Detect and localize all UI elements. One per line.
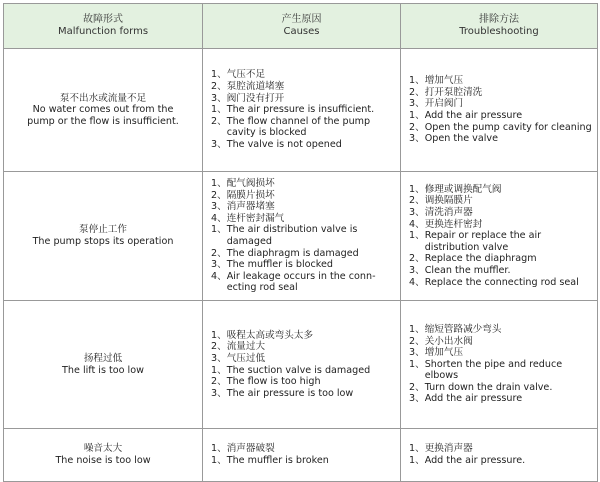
fix-item: 2、 Replace the diaphragm	[409, 253, 537, 265]
malfunction-en-cont: pump or the flow is insufficient.	[27, 115, 179, 127]
cause-item: 2、 The flow is too high	[211, 376, 321, 388]
malfunction-en: The pump stops its operation	[32, 236, 174, 247]
cause-item: 1、 吸程太高或弯头太多	[211, 329, 314, 341]
fix-item: 1、 Add the air pressure.	[409, 455, 526, 466]
troubleshooting-cell	[401, 429, 598, 482]
fix-item: 3、 清洗消声器	[409, 207, 473, 219]
cause-item: 1、 消声器破裂	[211, 443, 275, 455]
fix-item: 3、 Open the valve	[409, 133, 498, 145]
table-row	[4, 301, 598, 429]
causes-cell	[203, 49, 401, 172]
fix-item: 3、 Clean the muffler.	[409, 264, 511, 276]
fix-item: 1、 Add the air pressure	[409, 110, 523, 121]
cause-item: 3、 气压过低	[211, 352, 266, 364]
fix-item: 1、 更换消声器	[409, 443, 473, 455]
fix-item: 1、 增加气压	[409, 75, 464, 87]
fix-item: 1、 缩短管路减少弯头	[409, 323, 502, 335]
header-malfunction-forms	[4, 4, 203, 49]
malfunction-form-cell	[4, 49, 203, 172]
malfunction-form-cell	[4, 172, 203, 301]
cause-item: 2、 隔膜片损坏	[211, 189, 275, 201]
header-form-en: Malfunction forms	[57, 26, 149, 37]
header-cause-en: Causes	[283, 26, 320, 37]
causes-cell	[203, 172, 401, 301]
causes-cell	[203, 429, 401, 482]
cause-item: 2、 流量过大	[211, 341, 266, 353]
header-form-zh: 故障形式	[83, 14, 123, 25]
header-cause-zh: 产生原因	[281, 14, 322, 25]
cause-item: 3、 The air pressure is too low	[211, 387, 354, 399]
table-row	[4, 172, 598, 301]
fix-item: 3、 开启阀门	[409, 98, 464, 110]
malfunction-form-cell	[4, 429, 203, 482]
cause-item: 1、 气压不足	[211, 69, 266, 81]
troubleshooting-cell	[401, 301, 598, 429]
cause-item: 1、 配气阀损坏	[211, 178, 275, 190]
header-causes	[203, 4, 401, 49]
cause-item: 2、 The flow channel of the pump cavity is blocked	[211, 115, 371, 139]
cause-item: 1、 The muffler is broken	[211, 455, 329, 466]
fix-item: 3、 增加气压	[409, 347, 464, 359]
cause-item: 3、 The muffler is blocked	[211, 259, 334, 271]
malfunction-zh: 噪音太大	[83, 443, 123, 455]
header-fix-en: Troubleshooting	[459, 26, 539, 37]
cause-item: 3、 阀门没有打开	[211, 92, 285, 104]
cause-item: 3、 消声器堵塞	[211, 201, 275, 213]
malfunction-en: The lift is too low	[62, 364, 144, 376]
malfunction-zh: 泵停止工作	[79, 224, 127, 236]
malfunction-en: No water comes out from the	[32, 104, 174, 116]
fix-item: 2、 打开泵腔清洗	[409, 86, 483, 98]
fix-item: 1、 修理或调换配气阀	[409, 183, 502, 195]
malfunction-zh: 泵不出水或流量不足	[59, 92, 147, 104]
fix-item: 3、 Add the air pressure	[409, 393, 523, 405]
fix-item: 2、 Turn down the drain valve.	[409, 381, 553, 393]
cause-item: 2、 The diaphragm is damaged	[211, 247, 359, 259]
cause-item: 3、 The valve is not opened	[211, 138, 342, 150]
causes-cell	[203, 301, 401, 429]
table-row	[4, 429, 598, 482]
fix-item: 4、 更换连杆密封	[409, 218, 483, 230]
fix-item: 2、 调换隔膜片	[409, 195, 473, 207]
malfunction-form-cell	[4, 301, 203, 429]
troubleshooting-cell	[401, 49, 598, 172]
table-row	[4, 49, 598, 172]
table-header-row	[4, 4, 598, 49]
malfunction-table	[3, 3, 598, 482]
cause-item: 4、 Air leakage occurs in the conn- ecting rod seal	[211, 270, 376, 294]
header-fix-zh: 排除方法	[479, 14, 519, 25]
cause-item: 1、 The suction valve is damaged	[211, 364, 371, 376]
fix-item: 4、 Replace the connecting rod seal	[409, 276, 579, 288]
cause-item: 2、 泵腔流道堵塞	[211, 81, 285, 93]
malfunction-zh: 扬程过低	[83, 352, 123, 364]
fix-item: 2、 关小出水阀	[409, 335, 473, 347]
troubleshooting-cell	[401, 172, 598, 301]
header-troubleshooting	[401, 4, 598, 49]
fix-item: 2、 Open the pump cavity for cleaning	[409, 121, 592, 133]
cause-item: 1、 The air pressure is insufficient.	[211, 104, 375, 116]
malfunction-en: The noise is too low	[55, 455, 151, 466]
cause-item: 1、 The air distribution valve is damaged	[211, 224, 358, 247]
malfunction-table-container	[3, 3, 598, 482]
cause-item: 4、 连杆密封漏气	[211, 212, 285, 224]
fix-item: 1、 Repair or replace the air distribution valve	[409, 230, 542, 253]
fix-item: 1、 Shorten the pipe and reduce elbows	[409, 358, 563, 382]
